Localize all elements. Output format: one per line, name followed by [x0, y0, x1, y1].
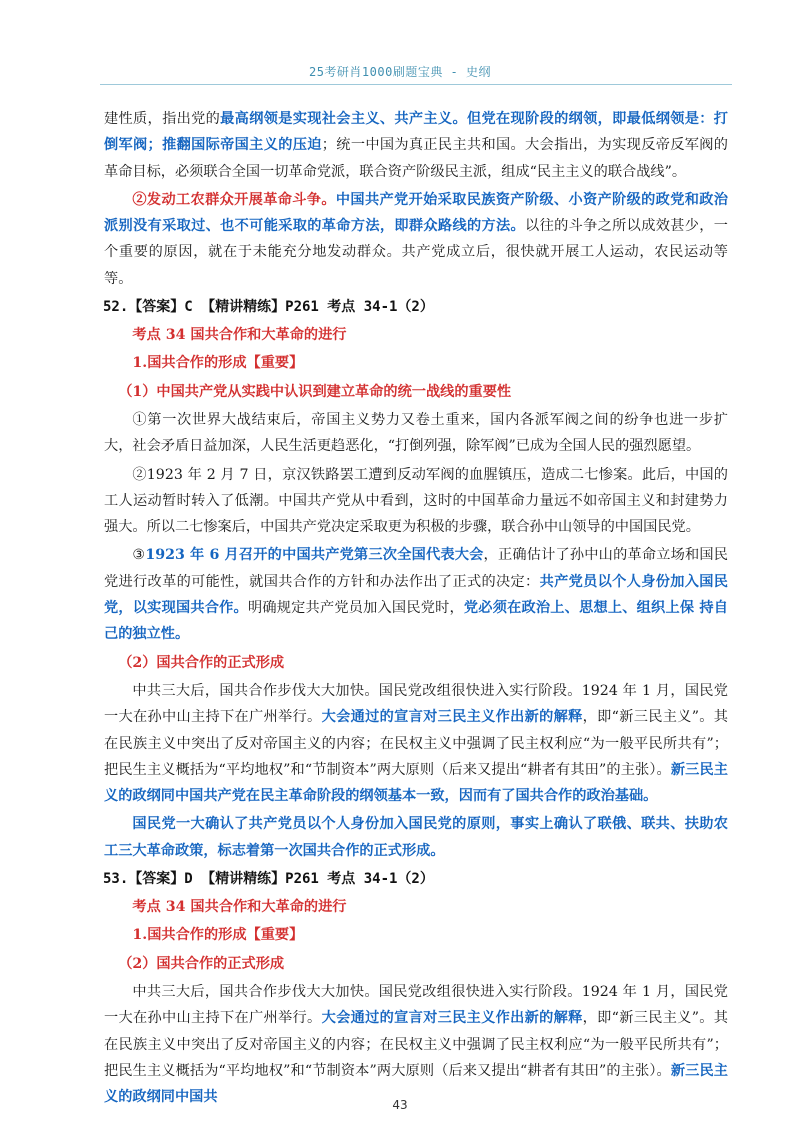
topic-heading: 考点 34 国共合作和大革命的进行	[132, 899, 347, 916]
text-run: 建性质，指出党的	[104, 111, 221, 127]
text-run: 以往的斗争之所以成效甚少，一个重要的原因，就在于未能充分地发动群众。共产党成立后，很快就开展工人运动，农民运动等等。	[104, 218, 728, 287]
header-divider	[100, 84, 732, 85]
text-run: 中共三大后，国共合作步伐大大加快。国民党改组很快进入实行阶段。1924 年 1 月，国民党一大在孙中山主持下在广州举行。	[104, 983, 728, 1027]
paragraph	[104, 106, 728, 185]
highlight-blue: 新三民主义的政纲同中国共产党在民主革命阶段的纲领基本一致，因而有了国共合作的政治基础。	[104, 761, 728, 805]
highlight-blue: 党必须在政治上、思想上、组织上保 持自己的独立性。	[104, 600, 728, 643]
text-run: ，即“新三民主义”。其在民族主义中突出了反对帝国主义的内容；在民权主义中强调了民主权利应“为一般平民所共有”；把民生主义概括为“平均地权”和“节制资本”两大原则（后来又提出“耕者有其田”的主张）。	[104, 709, 728, 778]
paragraph: ②1923 年 2 月 7 日，京汉铁路罢工遭到反动军阀的血腥镇压，造成二七惨案。此后，中国的工人运动暂时转入了低潮。中国共产党从中看到，这时的中国革命力量远不如帝国主义和封建势力强大。所以二七惨案后，中国共产党决定采取更为积极的步骤，联合孙中山领导的中国国民党。	[104, 466, 728, 536]
section-heading: 1.国共合作的形成【重要】	[132, 355, 304, 372]
text-run: ；统一中国为真正民主共和国。大会指出，为实现反帝反军阀的革命目标，必须联合全国一切革命党派，联合资产阶级民主派，组成“民主主义的联合战线”。	[104, 137, 728, 180]
highlight-blue: 最高纲领是实现社会主义、共产主义。但党在现阶段的纲领，即最低纲领是：打倒军阀；推翻国际帝国主义的压迫	[104, 111, 728, 154]
paragraph	[104, 678, 728, 809]
paragraph	[104, 187, 728, 292]
highlight-blue: 中国共产党开始采取民族资产阶级、小资产阶级的政党和政治派别没有采取过、也不可能采取的革命方法，即群众路线的方法。	[104, 191, 728, 235]
highlight-blue: 1923 年 6 月召开的中国共产党第三次全国代表大会	[145, 547, 484, 564]
page-number: 43	[392, 1098, 408, 1112]
answer-line-52: 52.【答案】C 【精讲精练】P261 考点 34-1（2）	[103, 299, 434, 316]
text-run: ③	[132, 547, 146, 564]
answer-line-53: 53.【答案】D 【精讲精练】P261 考点 34-1（2）	[103, 871, 434, 888]
section-heading: 1.国共合作的形成【重要】	[132, 927, 304, 944]
subsection-heading: （2）国共合作的正式形成	[118, 654, 285, 671]
highlight-blue: 大会通过的宣言对三民主义作出新的解释	[321, 709, 583, 726]
paragraph	[104, 979, 728, 1110]
subsection-heading: （2）国共合作的正式形成	[118, 955, 285, 972]
topic-heading: 考点 34 国共合作和大革命的进行	[132, 327, 347, 344]
highlight-blue: 新三民主义的政纲同中国共	[104, 1062, 728, 1106]
paragraph: 国民党一大确认了共产党员以个人身份加入国民党的原则，事实上确认了联俄、联共、扶助农工三大革命政策，标志着第一次国共合作的正式形成。	[104, 816, 728, 859]
document-body	[104, 106, 728, 1112]
paragraph	[104, 542, 728, 647]
highlight-red: ②发动工农群众开展革命斗争。	[132, 191, 336, 208]
text-run: ，即“新三民主义”。其在民族主义中突出了反对帝国主义的内容；在民权主义中强调了民主权利应“为一般平民所共有”；把民生主义概括为“平均地权”和“节制资本”两大原则（后来又提出“耕者有其田”的主张）。	[104, 1010, 728, 1079]
text-run: 明确规定共产党员加入国民党时，	[247, 600, 464, 617]
subsection-heading: （1）中国共产党从实践中认识到建立革命的统一战线的重要性	[118, 383, 512, 400]
page-header: 25考研肖1000刷题宝典 - 史纲	[308, 65, 492, 79]
highlight-blue: 大会通过的宣言对三民主义作出新的解释	[321, 1010, 583, 1027]
text-run: 中共三大后，国共合作步伐大大加快。国民党改组很快进入实行阶段。1924 年 1 月，国民党一大在孙中山主持下在广州举行。	[104, 682, 728, 726]
highlight-blue: 共产党员以个人身份加入国民党，以实现国共合作。	[104, 573, 728, 617]
text-run: ，正确估计了孙中山的革命立场和国民党进行改革的可能性，就国共合作的方针和办法作出了正式的决定：	[104, 547, 728, 590]
paragraph: ①第一次世界大战结束后，帝国主义势力又卷土重来，国内各派军阀之间的纷争也进一步扩大，社会矛盾日益加深，人民生活更趋恶化，“打倒列强，除军阀”已成为全国人民的强烈愿望。	[104, 411, 728, 455]
